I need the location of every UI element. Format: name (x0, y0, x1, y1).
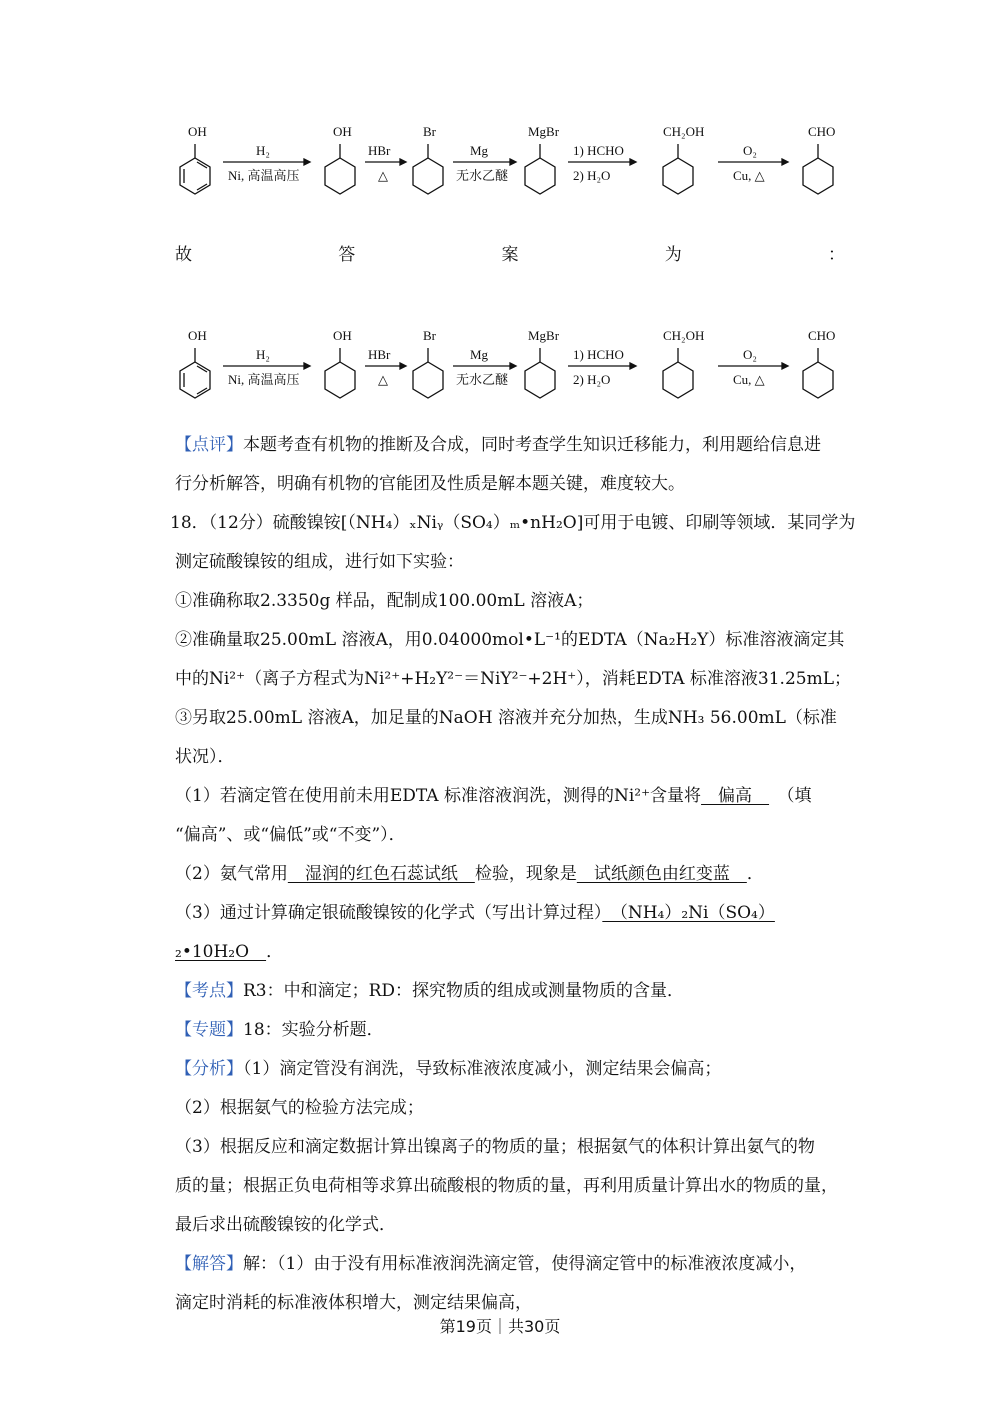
svg-text:△: △ (378, 372, 388, 387)
page-footer: 第19页｜共30页 (439, 1317, 561, 1336)
svg-text:Ni, 高温高压: Ni, 高温高压 (228, 168, 300, 183)
svg-text:CHO: CHO (808, 328, 836, 343)
svg-text:OH: OH (333, 124, 352, 139)
svg-text:2) H₂O: 2) H₂O (573, 372, 611, 387)
svg-text:Br: Br (423, 124, 436, 139)
svg-text:Cu, △: Cu, △ (733, 372, 765, 387)
svg-text:MgBr: MgBr (528, 328, 560, 343)
part-1: （1）若滴定管在使用前未用EDTA 标准溶液润洗，测得的Ni²⁺含量将 偏高 （填 (175, 786, 812, 806)
svg-text:Ni, 高温高压: Ni, 高温高压 (228, 372, 300, 387)
svg-text:HBr: HBr (368, 347, 391, 362)
review-line: 【点评】本题考查有机物的推断及合成，同时考查学生知识迁移能力，利用题给信息进 (175, 435, 821, 455)
svg-text:无水乙醚: 无水乙醚 (456, 372, 509, 387)
kaodian-line: 【考点】R3：中和滴定；RD：探究物质的组成或测量物质的含量． (175, 981, 685, 1001)
synthesis-scheme-2 (168, 322, 858, 417)
svg-text:OH: OH (188, 328, 207, 343)
svg-text:Mg: Mg (470, 143, 489, 158)
answer-prefix: 故 答 案 为 ： (175, 245, 845, 265)
svg-text:O₂: O₂ (743, 347, 757, 362)
svg-text:CH₂OH: CH₂OH (663, 124, 705, 139)
svg-text:Cu, △: Cu, △ (733, 168, 765, 183)
svg-text:HBr: HBr (368, 143, 391, 158)
svg-text:1) HCHO: 1) HCHO (573, 143, 624, 158)
svg-text:H₂: H₂ (256, 143, 270, 158)
svg-text:MgBr: MgBr (528, 124, 560, 139)
svg-text:1) HCHO: 1) HCHO (573, 347, 624, 362)
fenxi-line: 【分析】（1）滴定管没有润洗，导致标准液浓度减小，测定结果会偏高； (175, 1059, 722, 1079)
svg-text:H₂: H₂ (256, 347, 270, 362)
synthesis-scheme-1 (168, 118, 858, 213)
svg-text:CH₂OH: CH₂OH (663, 328, 705, 343)
svg-text:2) H₂O: 2) H₂O (573, 168, 611, 183)
svg-text:△: △ (378, 168, 388, 183)
question-18: 18．（12分）硫酸镍铵[（NH₄）ₓNiᵧ（SO₄）ₘ•nH₂O]可用于电镀、印刷等领域．某同学为 (170, 513, 856, 533)
svg-text:无水乙醚: 无水乙醚 (456, 168, 509, 183)
svg-text:CHO: CHO (808, 124, 836, 139)
jieda-line: 【解答】解：（1）由于没有用标准液润洗滴定管，使得滴定管中的标准液浓度减小， (175, 1254, 807, 1274)
part-2: （2）氨气常用 湿润的红色石蕊试纸 检验，现象是 试纸颜色由红变蓝 ． (175, 864, 764, 884)
zhuanti-line: 【专题】18：实验分析题． (175, 1020, 384, 1040)
svg-text:O₂: O₂ (743, 143, 757, 158)
svg-text:Br: Br (423, 328, 436, 343)
svg-text:OH: OH (333, 328, 352, 343)
svg-text:Mg: Mg (470, 347, 489, 362)
part-3: （3）通过计算确定银硫酸镍铵的化学式（写出计算过程） （NH₄）₂Ni（SO₄） (175, 903, 775, 923)
scheme-label: OH (188, 124, 207, 139)
